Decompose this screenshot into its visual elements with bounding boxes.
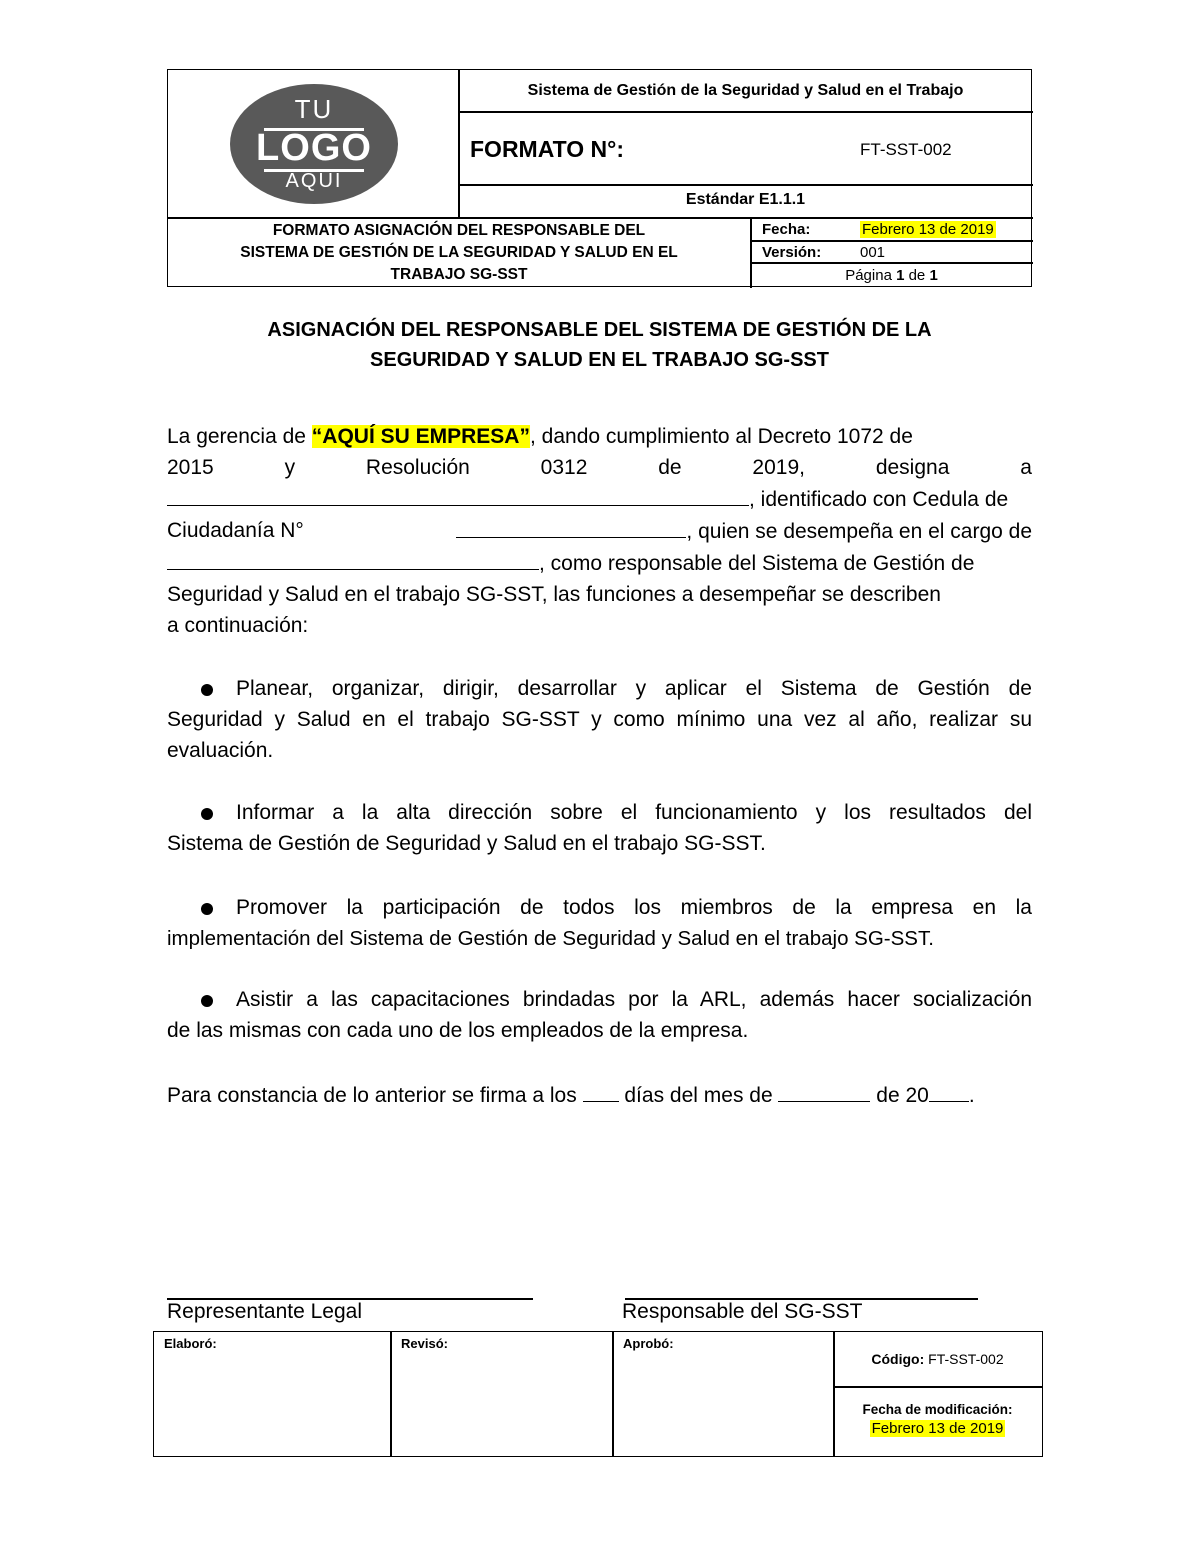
prepared-by-label: Elaboró: bbox=[164, 1336, 217, 1351]
closing-d: . bbox=[968, 1084, 975, 1107]
page-prefix: Página bbox=[845, 267, 897, 284]
intro-word: a bbox=[1020, 456, 1032, 479]
closing-a: Para constancia de lo anterior se firma a los bbox=[167, 1084, 583, 1107]
header-divider-h3 bbox=[168, 217, 1033, 219]
bullet-item-1 bbox=[167, 673, 1032, 766]
bullet-3-line-1: Promover la participación de todos los miembros de la empresa en la bbox=[236, 896, 1032, 919]
intro-line-5 bbox=[167, 547, 1032, 579]
intro-word: 2019, bbox=[752, 456, 805, 479]
header-divider-h5 bbox=[750, 262, 1033, 264]
intro-line-1-text bbox=[167, 421, 913, 452]
closing-c: de 20 bbox=[870, 1084, 929, 1107]
format-code: FT-SST-002 bbox=[860, 140, 952, 159]
intro-line-1 bbox=[167, 421, 1032, 452]
page-indicator bbox=[750, 267, 1033, 284]
intro-line-4 bbox=[167, 515, 1032, 547]
bullet-item-3 bbox=[167, 892, 1032, 954]
system-title: Sistema de Gestión de la Seguridad y Salud en el Trabajo bbox=[527, 82, 964, 99]
bullet-1-line-3: evaluación. bbox=[167, 739, 274, 762]
date-label: Fecha: bbox=[762, 221, 811, 238]
header-divider-h1 bbox=[458, 111, 1033, 113]
footer-divider-v2 bbox=[612, 1332, 614, 1456]
version-value: 001 bbox=[860, 244, 886, 261]
signature-label-responsible: Responsable del SG-SST bbox=[622, 1300, 863, 1323]
intro-line-2 bbox=[167, 452, 1032, 483]
day-blank[interactable] bbox=[583, 1079, 619, 1102]
intro-line-1-b: , dando cumplimiento al Decreto 1072 de bbox=[529, 425, 913, 448]
year-blank[interactable] bbox=[929, 1079, 969, 1102]
intro-line-1-a: La gerencia de bbox=[167, 425, 312, 448]
modification-date-label: Fecha de modificación: bbox=[862, 1402, 1013, 1417]
version-label: Versión: bbox=[762, 244, 822, 261]
intro-word: Resolución bbox=[365, 456, 470, 479]
intro-line-4-a: Ciudadanía N° bbox=[167, 519, 304, 542]
date-value: Febrero 13 de 2019 bbox=[862, 221, 994, 238]
header-table bbox=[167, 69, 1032, 287]
format-name bbox=[168, 220, 750, 286]
position-blank[interactable] bbox=[167, 547, 539, 570]
format-name-line-3: TRABAJO SG-SST bbox=[390, 266, 528, 283]
footer-divider-h1 bbox=[833, 1386, 1042, 1388]
logo-line-3: AQUI bbox=[285, 170, 343, 192]
footer-code-value: FT-SST-002 bbox=[928, 1351, 1004, 1367]
intro-line-3-text: , identificado con Cedula de bbox=[749, 488, 1009, 511]
header-divider-h4 bbox=[750, 240, 1033, 242]
intro-line-4-b: , quien se desempeña en el cargo de bbox=[686, 520, 1032, 543]
reviewed-by-label: Revisó: bbox=[401, 1336, 448, 1351]
intro-word: 0312 bbox=[540, 456, 588, 479]
modification-date bbox=[833, 1420, 1042, 1437]
format-name-line-1: FORMATO ASIGNACIÓN DEL RESPONSABLE DEL bbox=[272, 222, 646, 239]
document-title-line-2: SEGURIDAD Y SALUD EN EL TRABAJO SG-SST bbox=[370, 349, 829, 371]
company-placeholder: “AQUÍ SU EMPRESA” bbox=[311, 425, 530, 448]
closing-b: días del mes de bbox=[618, 1084, 779, 1107]
intro-word: y bbox=[284, 456, 296, 479]
page-current: 1 bbox=[896, 267, 905, 284]
intro-word: 2015 bbox=[167, 456, 214, 479]
footer-table bbox=[153, 1331, 1043, 1457]
intro-line-6: Seguridad y Salud en el trabajo SG-SST, las funciones a desempeñar se describen bbox=[167, 583, 941, 606]
intro-word: de bbox=[658, 456, 682, 479]
page-mid: de bbox=[904, 267, 930, 284]
intro-line-7: a continuación: bbox=[167, 614, 309, 637]
logo-line-1: TU bbox=[294, 94, 334, 124]
bullet-item-2 bbox=[167, 797, 1032, 859]
signature-label-legal: Representante Legal bbox=[167, 1300, 362, 1323]
page-total: 1 bbox=[929, 267, 938, 284]
format-label: FORMATO N°: bbox=[470, 136, 624, 162]
bullet-4-line-1: Asistir a las capacitaciones brindadas por la ARL, además hacer socialización bbox=[236, 988, 1032, 1011]
document-title bbox=[167, 315, 1032, 375]
bullet-item-4 bbox=[167, 984, 1032, 1046]
format-name-line-2: SISTEMA DE GESTIÓN DE LA SEGURIDAD Y SALUD EN EL bbox=[240, 244, 678, 261]
standard-label: Estándar E1.1.1 bbox=[685, 191, 806, 208]
bullet-4-line-2: de las mismas con cada uno de los empleados de la empresa. bbox=[167, 1019, 749, 1042]
footer-code bbox=[833, 1351, 1042, 1367]
name-blank[interactable] bbox=[167, 483, 749, 506]
bullet-2-line-2: Sistema de Gestión de Seguridad y Salud en el trabajo SG-SST. bbox=[167, 832, 766, 855]
intro-word: designa bbox=[875, 456, 950, 479]
company-logo bbox=[230, 84, 398, 204]
header-divider-h2 bbox=[458, 184, 1033, 186]
modification-date-value: Febrero 13 de 2019 bbox=[871, 1420, 1004, 1437]
id-number-blank[interactable] bbox=[456, 515, 686, 538]
intro-line-3 bbox=[167, 483, 1032, 515]
bullet-1-line-1: Planear, organizar, dirigir, desarrollar y aplicar el Sistema de Gestión de bbox=[236, 677, 1032, 700]
intro-paragraph bbox=[167, 421, 1032, 641]
bullet-1-line-2: Seguridad y Salud en el trabajo SG-SST y como mínimo una vez al año, realizar su bbox=[167, 708, 1032, 731]
document-title-line-1: ASIGNACIÓN DEL RESPONSABLE DEL SISTEMA DE GESTIÓN DE LA bbox=[267, 319, 932, 341]
month-blank[interactable] bbox=[778, 1079, 870, 1102]
footer-code-label: Código: bbox=[871, 1351, 925, 1367]
closing-sentence bbox=[167, 1079, 1032, 1111]
logo-line-2: LOGO bbox=[256, 127, 372, 169]
footer-divider-v1 bbox=[390, 1332, 392, 1456]
approved-by-label: Aprobó: bbox=[623, 1336, 674, 1351]
intro-line-5-text: , como responsable del Sistema de Gestión de bbox=[539, 552, 975, 575]
bullet-3-line-2: implementación del Sistema de Gestión de Seguridad y Salud en el trabajo SG-SST. bbox=[167, 927, 934, 950]
bullet-2-line-1: Informar a la alta dirección sobre el funcionamiento y los resultados del bbox=[236, 801, 1032, 824]
